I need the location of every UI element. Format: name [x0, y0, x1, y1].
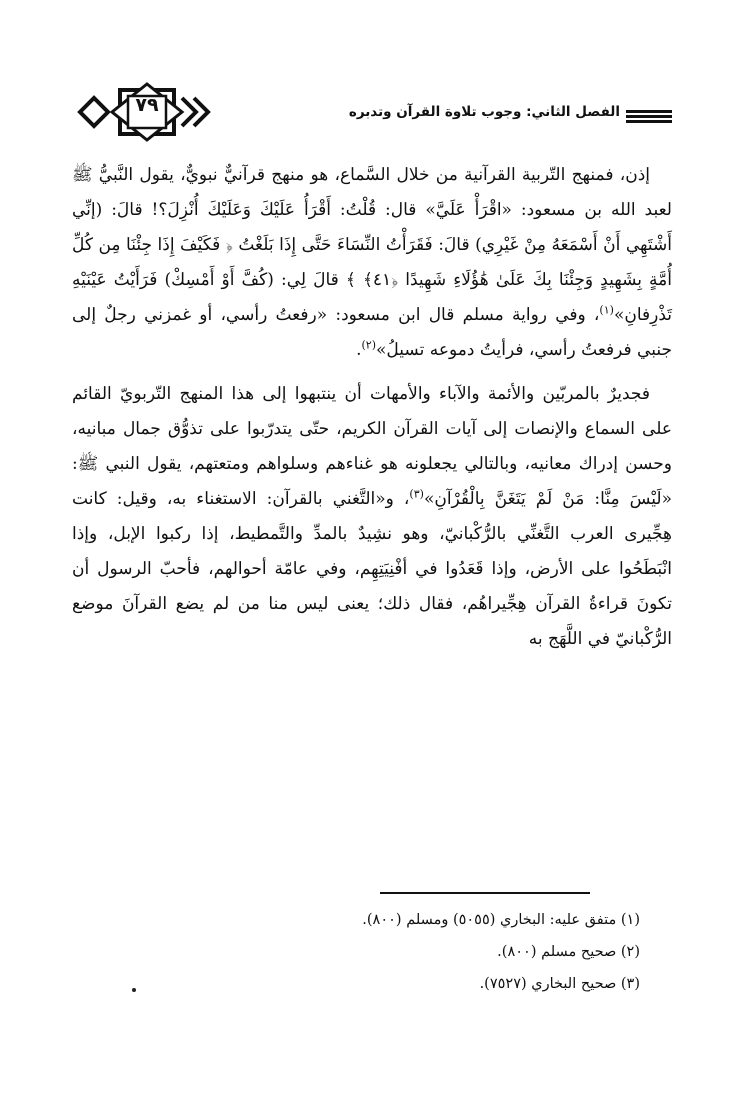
paragraph-2-text: فجديرٌ بالمربّين والأئمة والآباء والأمهات أن ينتبهوا إلى هذا المنهج التّربويّ القائم على السماع والإنصات إلى آيات القرآن الكريم، حتّى يتدرّبوا على تذوُّق جمال مبانيه، وحسن إدراك معانيه، وبالتالي يجعلونه هو غناءهم وسلواهم ومتعتهم، يقول النبي ﷺ: «لَيْسَ مِنَّا: مَنْ لَمْ يَتَغَنَّ بِالْقُرْآنِ»: [72, 384, 673, 509]
footnote-1: (١) متفق عليه: البخاري (٥٠٥٥) ومسلم (٨٠٠).: [362, 912, 640, 928]
footnote-ref-1: (١): [599, 303, 614, 317]
paragraph-2-text-b: ، و«التَّغني بالقرآن: الاستغناء به، وقيل: كانت هِجِّيرى العرب التَّغنِّي بالرُّكْبانيّ، وهو نشِيدٌ بالمدِّ والتَّمطيط، إذا ركبوا الإبل، وإذا انْبَطَحُوا على الأرض، وإذا قَعَدُوا في أفْنِيَتِهِم، وفي عامّة أحوالهم، فأحبّ الرسول أن تكونَ قراءةُ القرآن هِجِّيراهُم، فقال ذلك؛ يعنى ليس منا من لم يضع القرآنَ موضع الرُّكْبانيّ في اللَّهَج به: [72, 489, 672, 649]
paragraph-1-text-c: .: [356, 340, 362, 360]
main-text: [72, 158, 672, 657]
footnote-ref-2: (٢): [361, 338, 376, 352]
header-rule: [626, 110, 672, 122]
paragraph-1: [72, 158, 672, 368]
footnote-separator: [380, 892, 590, 894]
footnotes: [72, 904, 640, 1000]
chapter-title: الفصل الثاني: وجوب تلاوة القرآن وتدبره: [348, 104, 620, 120]
paragraph-1-text-b: ، وفي رواية مسلم قال ابن مسعود: «رفعتُ رأسي، أو غمزني رجلٌ إلى جنبي فرفعتُ رأسي، فرأيتُ دموعه تسيلُ»: [72, 305, 672, 360]
footnote-3: (٣) صحيح البخاري (٧٥٢٧).: [479, 976, 640, 992]
paragraph-1-text: إذن، فمنهج التّربية القرآنية من خلال السَّماع، هو منهج قرآنيٌّ نبويٌّ، يقول النَّبيُّ ﷺ لعبد الله بن مسعود: «اقْرَأْ عَلَيَّ» قال: قُلْتُ: أَقْرَأُ عَلَيْكَ وَعَلَيْكَ أُنْزِلَ؟! قالَ: (إنِّي أَشْتَهِي أَنْ أَسْمَعَهُ مِنْ غَيْرِي) قالَ: فَقَرَأْتُ النِّسَاءَ حَتَّى إِذَا بَلَغْتُ ﴿ فَكَيْفَ إِذَا جِئْنَا مِن كُلِّ أُمَّةٍ بِشَهِيدٍ وَجِئْنَا بِكَ عَلَىٰ هَٰؤُلَاءِ شَهِيدًا ﴿٤١﴾ ﴾ قالَ لِي: (كُفَّ أَوْ أَمْسِكْ) فَرَأَيْتُ عَيْنَيْهِ تَذْرِفانِ»: [72, 165, 673, 325]
page-header: [72, 82, 672, 142]
speck: [132, 988, 136, 992]
paragraph-2: [72, 377, 672, 657]
page-number: ٧٩: [135, 94, 159, 116]
footnote-2: (٢) صحيح مسلم (٨٠٠).: [497, 944, 640, 960]
footnote-ref-3: (٣): [409, 487, 424, 501]
